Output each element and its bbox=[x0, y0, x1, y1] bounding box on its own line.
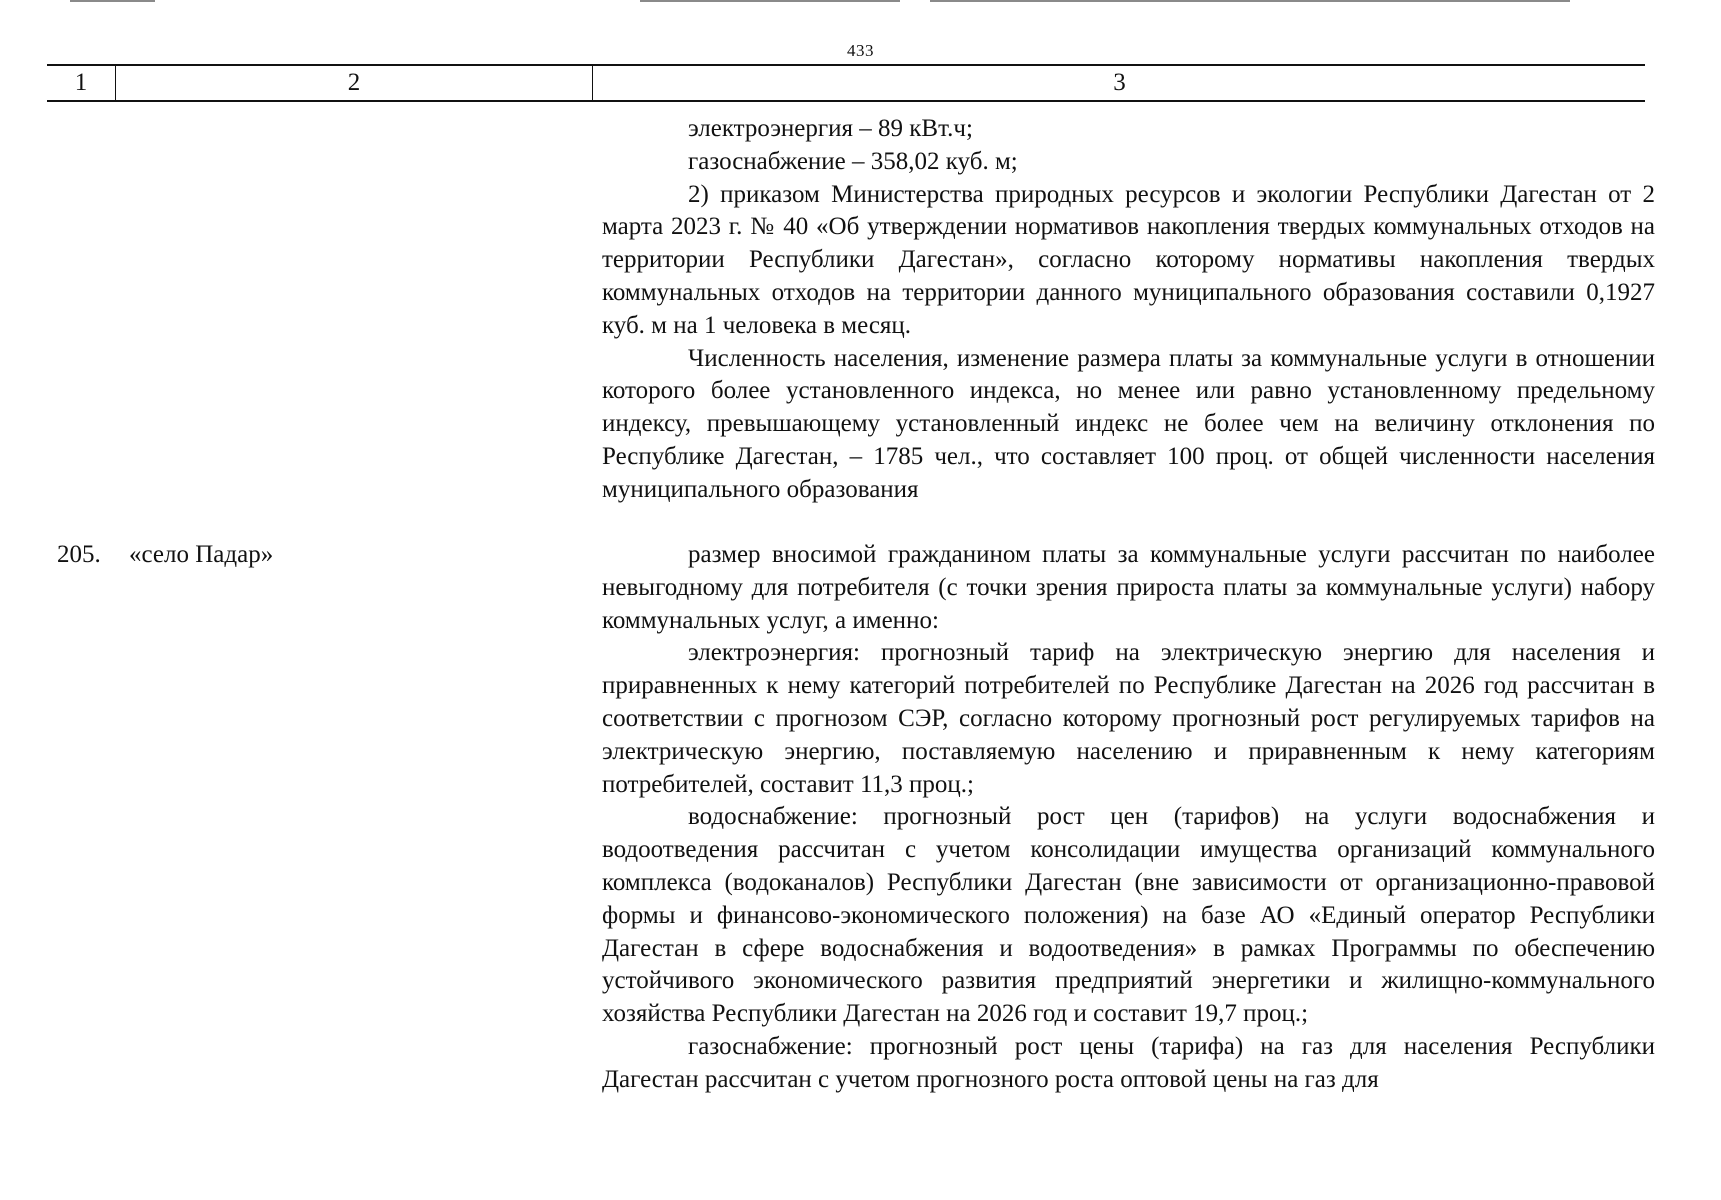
paragraph-electricity-tariff: электроэнергия: прогнозный тариф на электрическую энергию для населения и приравненных к нему категорий потребителей по Республике Дагестан на 2026 год рассчитан в соответствии с прогнозом СЭР, согласно которому прогнозный рост регулируемых тарифов на электрическую энергию, поставляемую населению и приравненным к нему категориям потребителей, составит 11,3 проц.; bbox=[602, 639, 1655, 798]
entry-description-text bbox=[602, 539, 1655, 1097]
continued-entry-text bbox=[602, 113, 1655, 507]
entry-number: 205. bbox=[57, 541, 101, 568]
paragraph-water-tariff: водоснабжение: прогнозный рост цен (тарифов) на услуги водоснабжения и водоотведения рассчитан с учетом консолидации имущества организаций коммунального комплекса (водоканалов) Республики Дагестан (вне зависимости от организационно-правовой формы и финансово-экономического положения) на базе АО «Единый оператор Республики Дагестан в сфере водоснабжения и водоотведения» в рамках Программы по обеспечению устойчивого экономического развития предприятий энергетики и жилищно-коммунального хозяйства Республики Дагестан на 2026 год и составит 19,7 проц.; bbox=[602, 803, 1655, 1028]
paragraph-gas-tariff: газоснабжение: прогнозный рост цены (тарифа) на газ для населения Республики Дагестан рассчитан с учетом прогнозного роста оптовой цены на газ для bbox=[602, 1032, 1655, 1093]
paragraph-electricity-norm: электроэнергия – 89 кВт.ч; bbox=[688, 115, 973, 142]
table-header-col-3: 3 bbox=[1113, 69, 1126, 96]
paragraph-population: Численность населения, изменение размера платы за коммунальные услуги в отношении которого более установленного индекса, но менее или равно установленному предельному индексу, превышающему установленный индекс не более чем на величину отклонения по Республике Дагестан, – 1785 чел., что составляет 100 проц. от общей численности населения муниципального образования bbox=[602, 344, 1655, 503]
entry-municipality-name: «село Падар» bbox=[129, 541, 274, 568]
paragraph-waste-order: 2) приказом Министерства природных ресурсов и экологии Республики Дагестан от 2 марта 2023 г. № 40 «Об утверждении нормативов накопления твердых коммунальных отходов на территории Республики Дагестан», согласно которому нормативы накопления твердых коммунальных отходов на территории данного муниципального образования составили 0,1927 куб. м на 1 человека в месяц. bbox=[602, 180, 1655, 339]
scan-top-edge bbox=[0, 0, 1721, 2]
page-number: 433 bbox=[847, 41, 874, 60]
table-header-col-2: 2 bbox=[116, 66, 593, 100]
table-header-row bbox=[47, 64, 1645, 102]
paragraph-payment-size: размер вносимой гражданином платы за коммунальные услуги рассчитан по наиболее невыгодному для потребителя (с точки зрения прироста платы за коммунальные услуги) набору коммунальных услуг, а именно: bbox=[602, 541, 1655, 634]
paragraph-gas-norm: газоснабжение – 358,02 куб. м; bbox=[688, 147, 1018, 175]
table-header-col-1: 1 bbox=[47, 66, 116, 100]
